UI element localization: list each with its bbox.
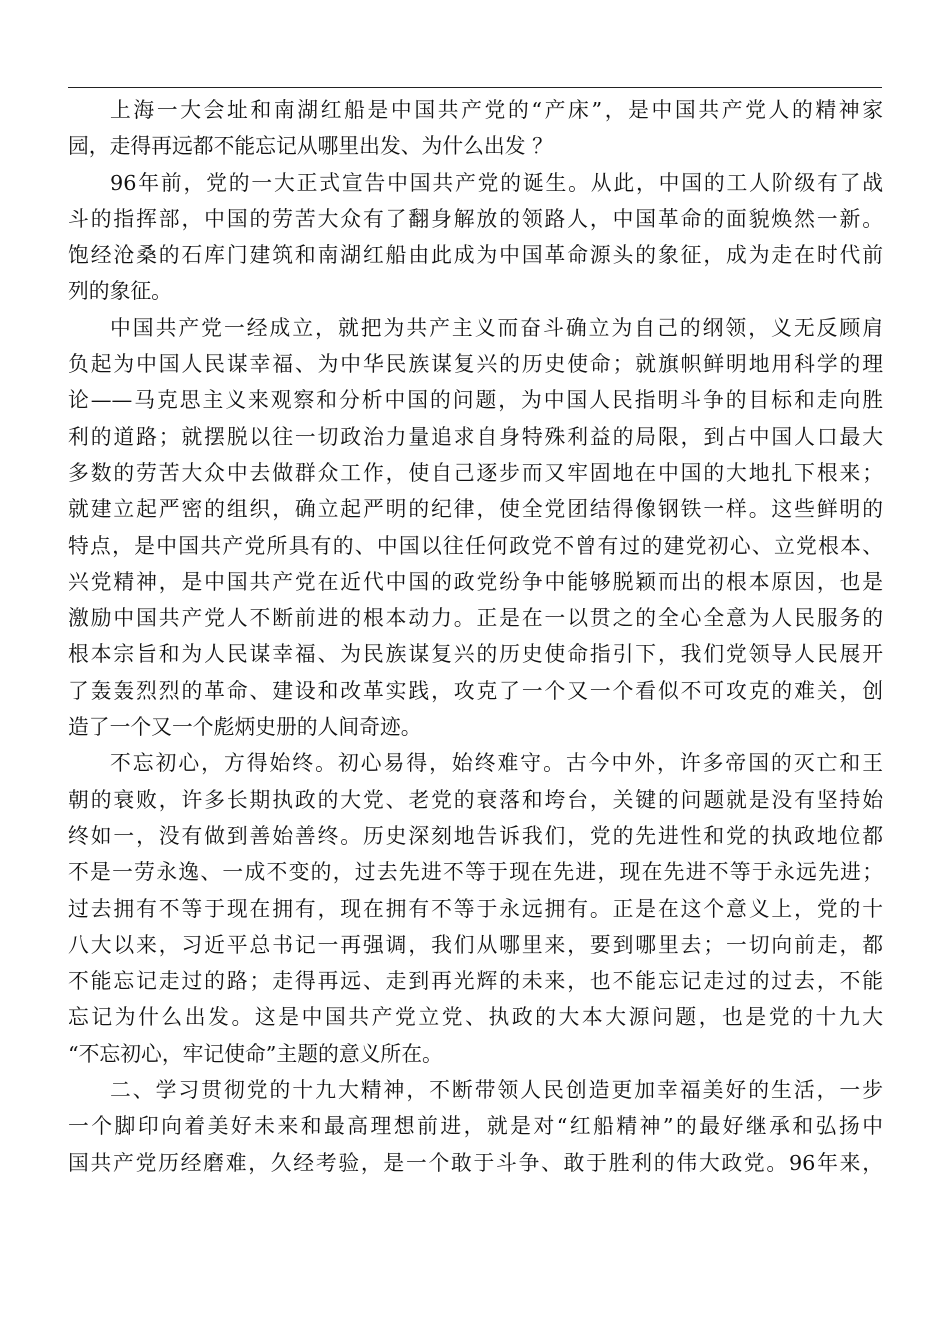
text-line: 忘记为什么出发。这是中国共产党立党、执政的大本大源问题，也是党的十九大 bbox=[68, 1005, 883, 1030]
text-line: 二、学习贯彻党的十九大精神，不断带领人民创造更加幸福美好的生活，一步 bbox=[110, 1078, 883, 1103]
text-line: 多数的劳苦大众中去做群众工作，使自己逐步而又牢固地在中国的大地扎下根来； bbox=[68, 460, 883, 485]
body-text bbox=[68, 92, 883, 1181]
paragraph bbox=[68, 310, 883, 746]
paragraph bbox=[68, 165, 883, 310]
paragraph bbox=[68, 1072, 883, 1181]
text-line: 不是一劳永逸、一成不变的，过去先进不等于现在先进，现在先进不等于永远先进； bbox=[68, 860, 883, 885]
text-line: 一个脚印向着美好未来和最高理想前进，就是对“红船精神”的最好继承和弘扬中 bbox=[68, 1114, 883, 1139]
text-line: 上海一大会址和南湖红船是中国共产党的“产床”，是中国共产党人的精神家 bbox=[110, 98, 883, 122]
text-line: 朝的衰败，许多长期执政的大党、老党的衰落和垮台，关键的问题就是没有坚持始 bbox=[68, 787, 883, 812]
text-line: 论——马克思主义来观察和分析中国的问题，为中国人民指明斗争的目标和走向胜 bbox=[68, 388, 883, 413]
text-line: 国共产党历经磨难，久经考验，是一个敢于斗争、敢于胜利的伟大政党。96年来， bbox=[68, 1150, 883, 1175]
text-line: 利的道路；就摆脱以往一切政治力量追求自身特殊利益的局限，到占中国人口最大 bbox=[68, 424, 883, 449]
paragraph bbox=[68, 92, 883, 165]
text-line: 园，走得再远都不能忘记从哪里出发、为什么出发 ？ bbox=[68, 134, 553, 159]
text-line: 激励中国共产党人不断前进的根本动力。正是在一以贯之的全心全意为人民服务的 bbox=[68, 606, 883, 631]
text-line: “不忘初心，牢记使命”主题的意义所在。 bbox=[68, 1041, 443, 1066]
text-line: 列的象征。 bbox=[68, 279, 172, 304]
text-line: 中国共产党一经成立，就把为共产主义而奋斗确立为自己的纲领，义无反顾肩 bbox=[110, 315, 883, 340]
text-line: 不能忘记走过的路；走得再远、走到再光辉的未来，也不能忘记走过的过去，不能 bbox=[68, 969, 883, 994]
text-line: 96年前，党的一大正式宣告中国共产党的诞生。从此，中国的工人阶级有了战 bbox=[110, 170, 883, 195]
text-line: 不忘初心，方得始终。初心易得，始终难守。古今中外，许多帝国的灭亡和王 bbox=[110, 751, 883, 776]
text-line: 根本宗旨和为人民谋幸福、为民族谋复兴的历史使命指引下，我们党领导人民展开 bbox=[68, 642, 883, 667]
paragraph bbox=[68, 745, 883, 1072]
text-line: 特点，是中国共产党所具有的、中国以往任何政党不曾有过的建党初心、立党根本、 bbox=[68, 533, 883, 558]
text-line: 了轰轰烈烈的革命、建设和改革实践，攻克了一个又一个看似不可攻克的难关，创 bbox=[68, 678, 883, 703]
text-line: 造了一个又一个彪炳史册的人间奇迹。 bbox=[68, 715, 422, 740]
header-rule bbox=[68, 87, 882, 88]
text-line: 终如一，没有做到善始善终。历史深刻地告诉我们，党的先进性和党的执政地位都 bbox=[68, 823, 883, 848]
text-line: 兴党精神，是中国共产党在近代中国的政党纷争中能够脱颖而出的根本原因，也是 bbox=[68, 569, 883, 594]
text-line: 负起为中国人民谋幸福、为中华民族谋复兴的历史使命；就旗帜鲜明地用科学的理 bbox=[68, 352, 883, 377]
text-line: 八大以来，习近平总书记一再强调，我们从哪里来，要到哪里去；一切向前走，都 bbox=[68, 932, 883, 957]
text-line: 饱经沧桑的石库门建筑和南湖红船由此成为中国革命源头的象征，成为走在时代前 bbox=[68, 243, 883, 268]
text-line: 斗的指挥部，中国的劳苦大众有了翻身解放的领路人，中国革命的面貌焕然一新。 bbox=[68, 206, 883, 231]
text-line: 就建立起严密的组织，确立起严明的纪律，使全党团结得像钢铁一样。这些鲜明的 bbox=[68, 497, 883, 522]
text-line: 过去拥有不等于现在拥有，现在拥有不等于永远拥有。正是在这个意义上，党的十 bbox=[68, 896, 883, 921]
